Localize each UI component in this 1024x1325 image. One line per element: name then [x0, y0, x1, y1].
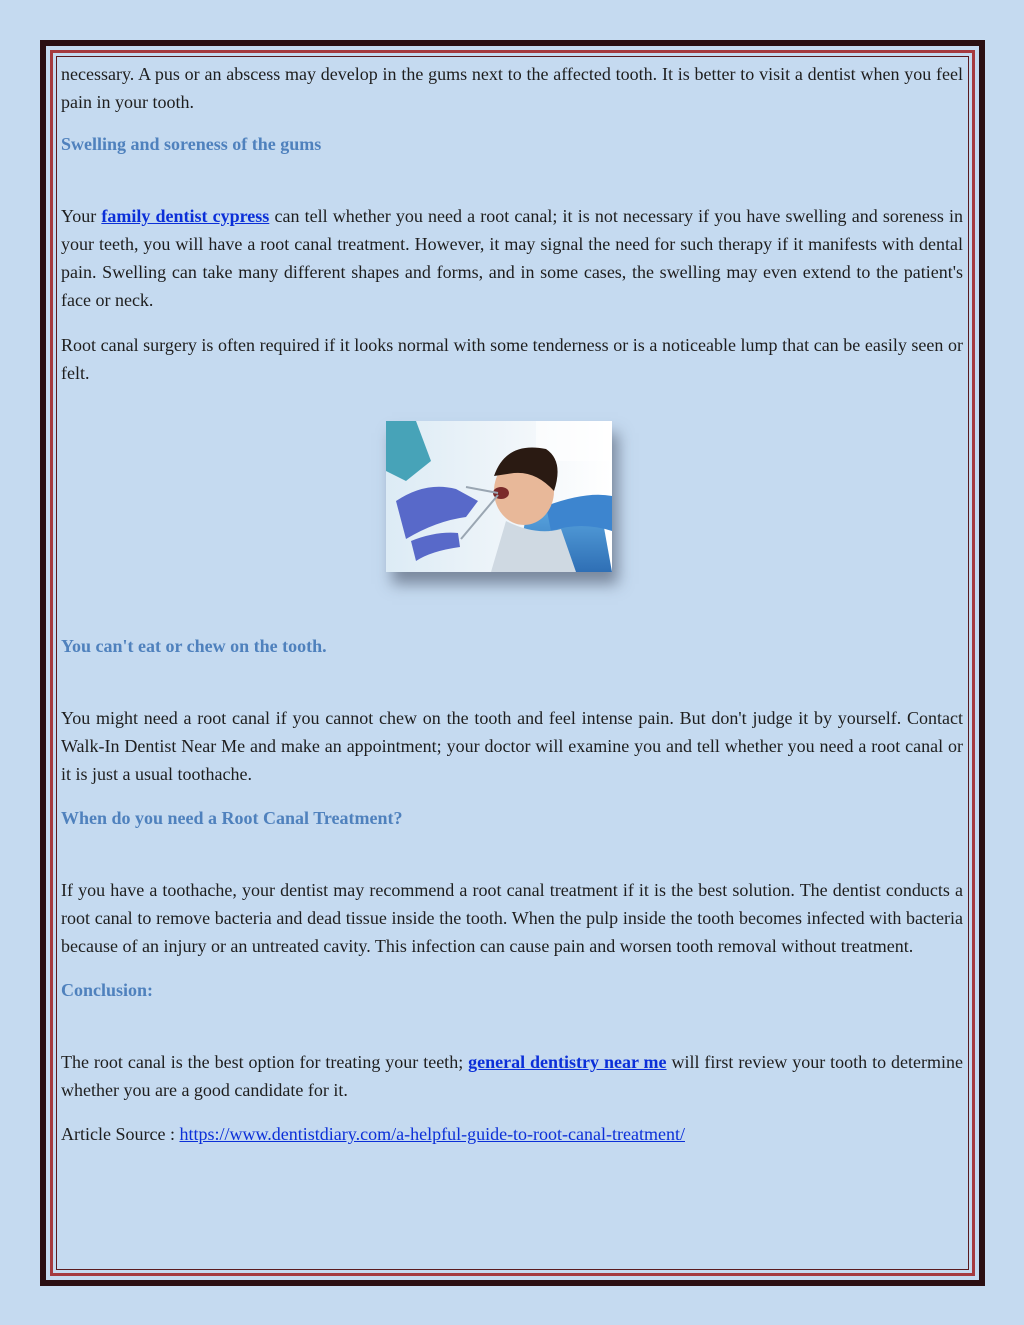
- heading-when: When do you need a Root Canal Treatment?: [61, 808, 403, 828]
- paragraph-text: will first review your tooth to determine whether you are a good candidate for it.: [61, 1052, 963, 1100]
- paragraph-swelling: [61, 202, 963, 314]
- heading-conclusion: Conclusion:: [61, 980, 154, 1000]
- family-dentist-link[interactable]: family dentist cypress: [101, 206, 270, 226]
- paragraph-text: can tell whether you need a root canal; it is not necessary if you have swelling and soreness in your teeth, you will have a root canal treatment. However, it may signal the need for such therapy if it manifests with dental pain. Swelling can take many different shapes and forms, and in some cases, the swelling may even extend to the patient's face or neck.: [61, 206, 963, 310]
- paragraph-conclusion: [61, 1048, 963, 1104]
- general-dentistry-link[interactable]: general dentistry near me: [468, 1052, 667, 1072]
- paragraph-text: Your: [61, 206, 102, 226]
- heading-chew: You can't eat or chew on the tooth.: [61, 636, 327, 656]
- article-source: [61, 1120, 963, 1148]
- source-link[interactable]: https://www.dentistdiary.com/a-helpful-guide-to-root-canal-treatment/: [179, 1124, 685, 1144]
- source-label: Article Source :: [61, 1124, 180, 1144]
- paragraph-when: If you have a toothache, your dentist may recommend a root canal treatment if it is the best solution. The dentist conducts a root canal to remove bacteria and dead tissue inside the tooth. When the pulp inside the tooth becomes infected with bacteria because of an injury or an untreated cavity. This infection can cause pain and worsen tooth removal without treatment.: [61, 880, 963, 956]
- heading-swelling: Swelling and soreness of the gums: [61, 134, 322, 154]
- paragraph-root-canal-surgery: Root canal surgery is often required if it looks normal with some tenderness or is a noticeable lump that can be easily seen or felt.: [61, 335, 963, 383]
- paragraph-chew: You might need a root canal if you cannot chew on the tooth and feel intense pain. But don't judge it by yourself. Contact Walk-In Dentist Near Me and make an appointment; your doctor will examine you and tell whether you need a root canal or it is just a usual toothache.: [61, 708, 963, 784]
- paragraph-intro: necessary. A pus or an abscess may develop in the gums next to the affected tooth. It is better to visit a dentist when you feel pain in your tooth.: [61, 64, 963, 112]
- paragraph-text: The root canal is the best option for treating your teeth;: [61, 1052, 469, 1072]
- photo-illustration: [386, 421, 612, 572]
- dentist-patient-photo: [386, 421, 612, 572]
- article-content: [61, 60, 963, 1148]
